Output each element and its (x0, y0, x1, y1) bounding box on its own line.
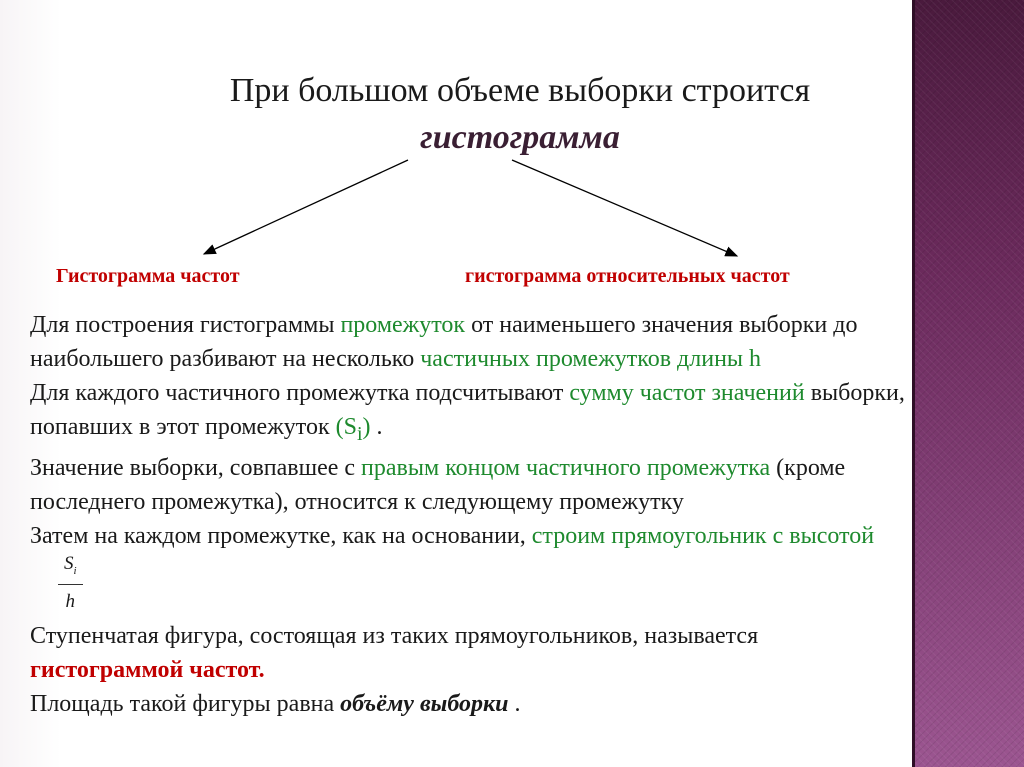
term-build-rectangle: строим прямоугольник с высотой (531, 522, 875, 549)
paragraph-right-end: Значение выборки, совпавшее с правым концом частичного промежутка (кроме последнего промежутка), относится к следующему промежутку (30, 454, 846, 515)
paragraph-rectangle: Затем на каждом промежутке, как на основании, строим прямоугольник с высотой $\frac{S_i}{h}$ (30, 522, 875, 612)
branch-histogram-relative-frequencies: гистограмма относительных частот (465, 265, 790, 287)
paragraph-area: Площадь такой фигуры равна объёму выборки . (30, 690, 521, 717)
term-interval: промежуток (340, 312, 466, 338)
slide-body (30, 308, 910, 721)
branch-histogram-frequencies: Гистограмма частот (56, 265, 240, 287)
paragraph-step-figure: Ступенчатая фигура, состоящая из таких прямоугольников, называется гистограммой частот. (30, 622, 759, 683)
arrow-left (204, 160, 408, 254)
term-si: $(S_i)$ (335, 414, 371, 445)
term-histogram-of-frequencies: гистограммой частот. (30, 656, 265, 683)
slide-title: При большом объеме выборки строится (229, 72, 811, 109)
formula-si-over-h: $\frac{S_i}{h}$ (58, 553, 83, 613)
term-frequency-sum: сумму частот значений (569, 380, 805, 406)
paragraph-frequency-sum: Для каждого частичного промежутка подсчитывают сумму частот значений выборки, попавших в этот промежуток $(S_i)$ . (30, 380, 905, 445)
slide-title-emphasis: гистограмма (420, 119, 620, 156)
arrow-right (512, 160, 737, 256)
paragraph-interval: Для построения гистограммы промежуток от наименьшего значения выборки до наибольшего разбивают на несколько частичных промежутков длины h (30, 312, 858, 372)
term-partial-intervals: частичных промежутков длины h (420, 346, 762, 372)
term-right-end: правым концом частичного промежутка (361, 454, 771, 481)
term-sample-volume: объёму выборки (340, 690, 509, 717)
